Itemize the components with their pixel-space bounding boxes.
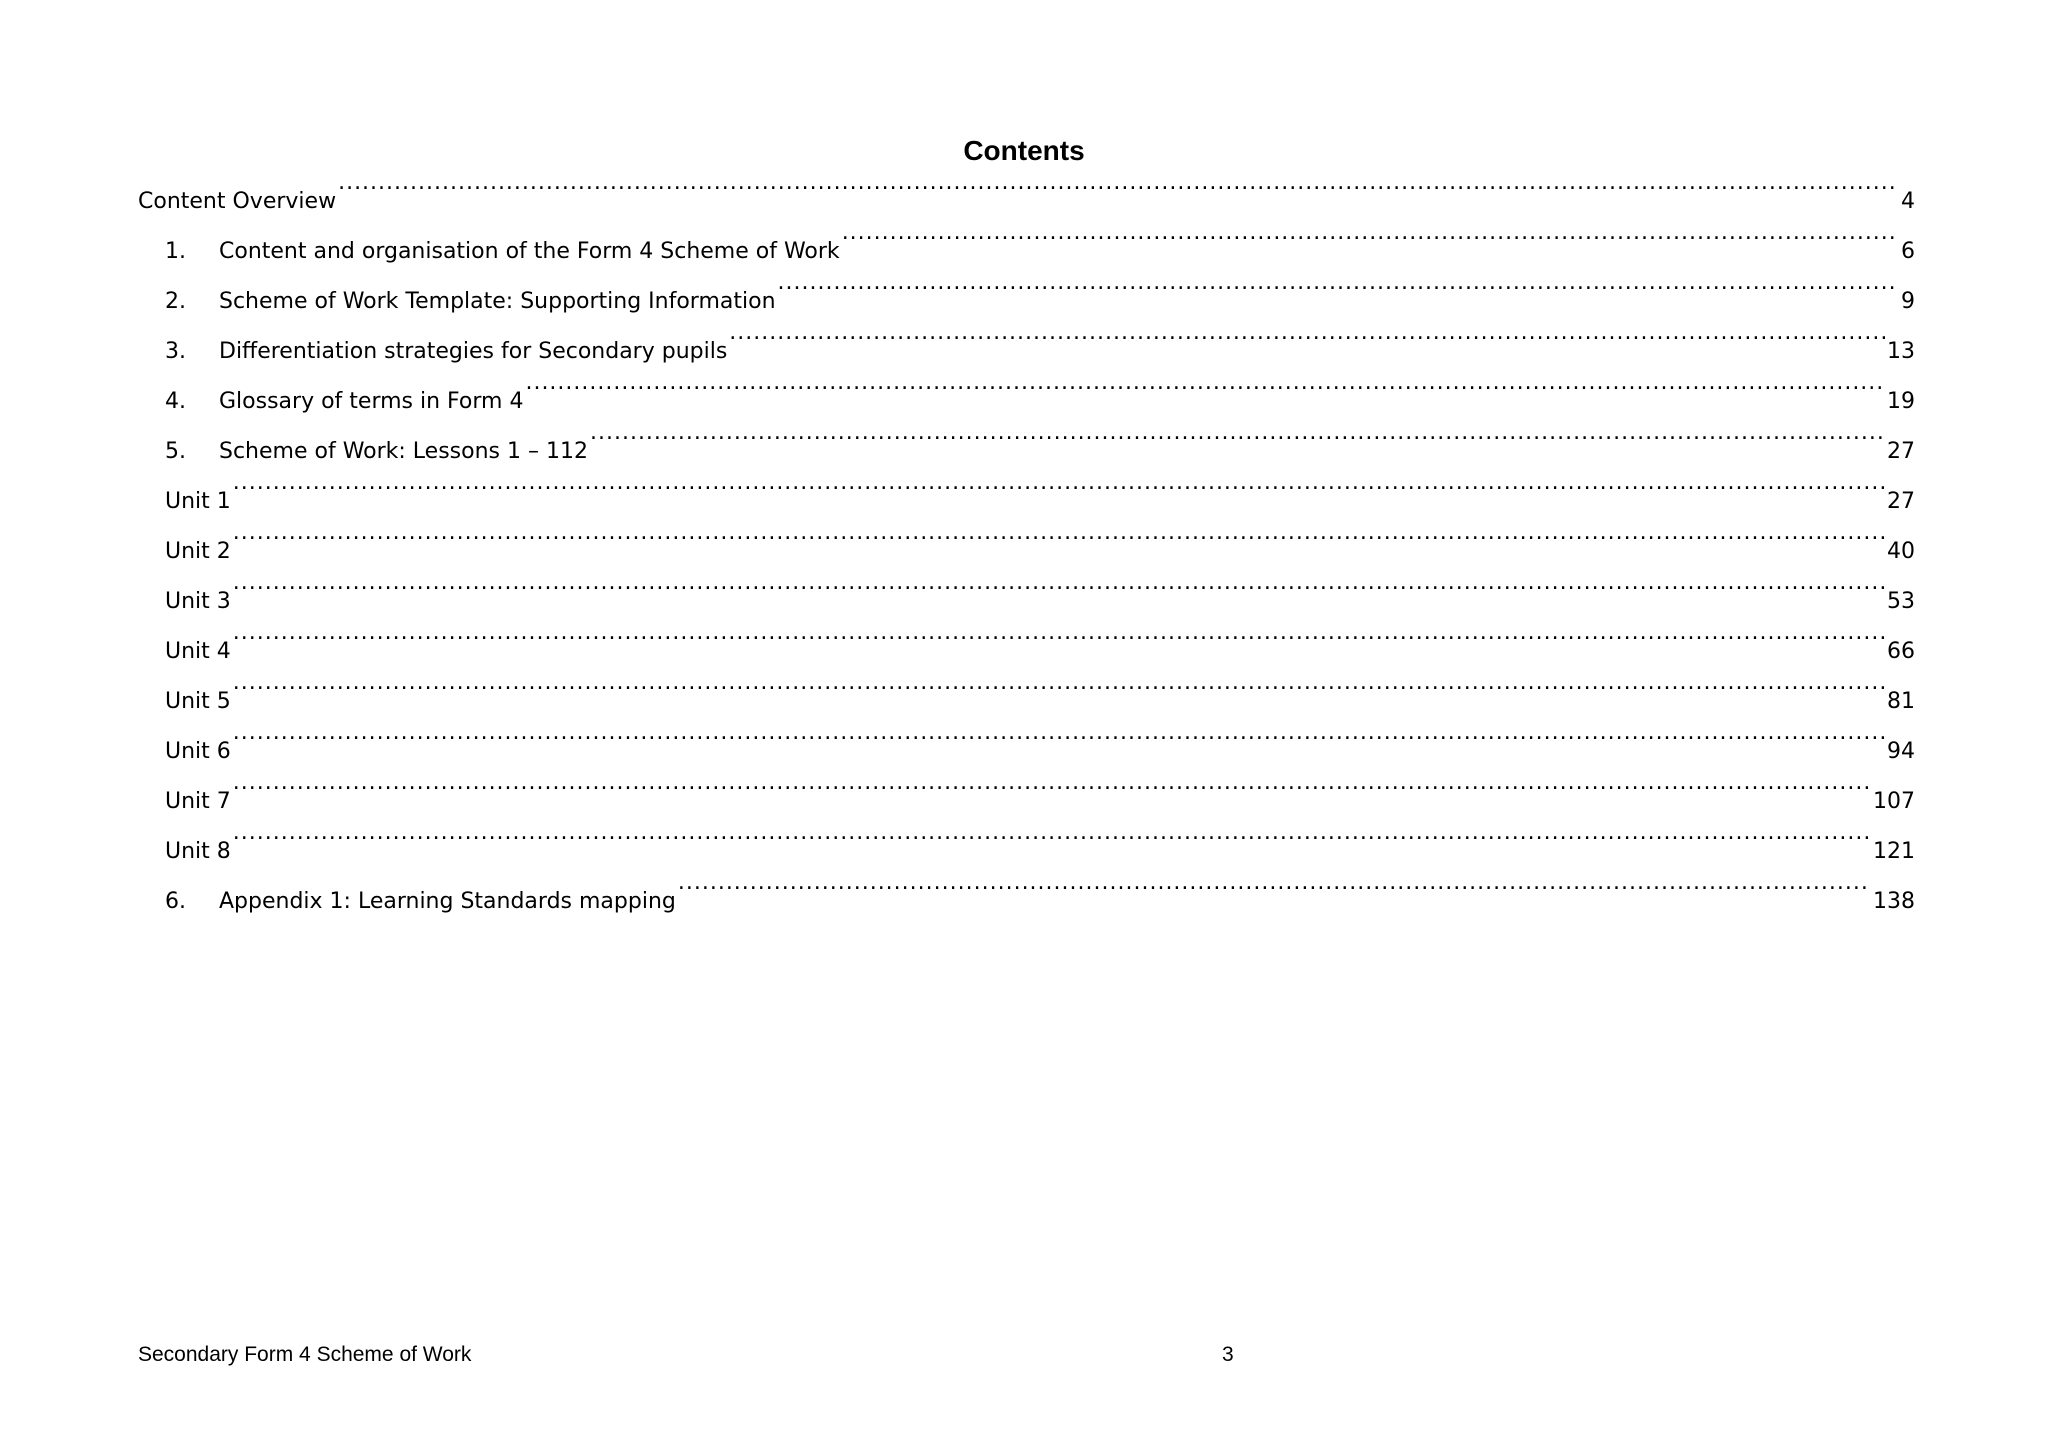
toc-entry-page: 6 <box>1901 239 1915 264</box>
footer-document-title: Secondary Form 4 Scheme of Work <box>138 1343 472 1366</box>
toc-entry-page: 121 <box>1873 839 1915 864</box>
dot-leader <box>338 170 1899 208</box>
toc-entry-page: 94 <box>1887 739 1915 764</box>
toc-entry-label: Appendix 1: Learning Standards mapping <box>219 889 676 914</box>
toc-entry-section-2[interactable] <box>138 270 1915 320</box>
dot-leader <box>233 720 1885 758</box>
toc-entry-page: 27 <box>1887 439 1915 464</box>
toc-entry-unit-5[interactable] <box>138 670 1915 720</box>
toc-entry-page: 53 <box>1887 589 1915 614</box>
toc-entry-label: Content Overview <box>138 189 337 214</box>
toc-entry-label: Unit 7 <box>165 789 231 814</box>
toc-entry-page: 27 <box>1887 489 1915 514</box>
dot-leader <box>233 620 1885 658</box>
dot-leader <box>590 420 1885 458</box>
dot-leader <box>233 820 1871 858</box>
dot-leader <box>778 270 1899 308</box>
dot-leader <box>233 670 1885 708</box>
toc-entry-number: 2. <box>165 289 186 314</box>
dot-leader <box>233 470 1885 508</box>
toc-entry-unit-6[interactable] <box>138 720 1915 770</box>
toc-entry-page: 81 <box>1887 689 1915 714</box>
toc-entry-page: 19 <box>1887 389 1915 414</box>
toc-entry-page: 40 <box>1887 539 1915 564</box>
toc-entry-unit-2[interactable] <box>138 520 1915 570</box>
dot-leader <box>729 320 1885 358</box>
toc-entry-section-5[interactable] <box>138 420 1915 470</box>
contents-heading: Contents <box>963 135 1085 166</box>
toc-entry-page: 138 <box>1873 889 1915 914</box>
toc-entry-section-1[interactable] <box>138 220 1915 270</box>
toc-entry-number: 3. <box>165 339 186 364</box>
toc-entry-unit-4[interactable] <box>138 620 1915 670</box>
toc-entry-number: 4. <box>165 389 186 414</box>
toc-entry-unit-7[interactable] <box>138 770 1915 820</box>
toc-entry-section-3[interactable] <box>138 320 1915 370</box>
dot-leader <box>525 370 1885 408</box>
toc-entry-number: 5. <box>165 439 186 464</box>
toc-entry-unit-8[interactable] <box>138 820 1915 870</box>
toc-entry-label: Unit 1 <box>165 489 231 514</box>
dot-leader <box>678 870 1871 908</box>
toc-entry-label: Unit 8 <box>165 839 231 864</box>
toc-entry-number: 6. <box>165 889 186 914</box>
toc-entry-section-4[interactable] <box>138 370 1915 420</box>
toc-entry-label: Content and organisation of the Form 4 Scheme of Work <box>219 239 840 264</box>
toc-entry-label: Glossary of terms in Form 4 <box>219 389 524 414</box>
toc-entry-label: Differentiation strategies for Secondary pupils <box>219 339 728 364</box>
toc-entry-label: Unit 6 <box>165 739 231 764</box>
toc-entry-unit-1[interactable] <box>138 470 1915 520</box>
toc-entry-label: Unit 2 <box>165 539 231 564</box>
toc-entry-page: 9 <box>1901 289 1915 314</box>
dot-leader <box>233 770 1871 808</box>
dot-leader <box>233 570 1885 608</box>
toc-entry-page: 66 <box>1887 639 1915 664</box>
toc-entry-section-6[interactable] <box>138 870 1915 920</box>
toc-entry-page: 107 <box>1873 789 1915 814</box>
toc-entry-label: Scheme of Work Template: Supporting Information <box>219 289 776 314</box>
toc-entry-label: Unit 5 <box>165 689 231 714</box>
toc-entry-unit-3[interactable] <box>138 570 1915 620</box>
toc-entry-label: Unit 4 <box>165 639 231 664</box>
toc-entry-content-overview[interactable] <box>138 170 1915 220</box>
toc-entry-label: Scheme of Work: Lessons 1 – 112 <box>219 439 588 464</box>
dot-leader <box>233 520 1885 558</box>
toc-entry-page: 13 <box>1887 339 1915 364</box>
toc-entry-label: Unit 3 <box>165 589 231 614</box>
dot-leader <box>842 220 1899 258</box>
footer-page-number: 3 <box>1222 1343 1234 1366</box>
toc-entry-number: 1. <box>165 239 186 264</box>
toc-entry-page: 4 <box>1901 189 1915 214</box>
table-of-contents <box>138 170 1915 920</box>
